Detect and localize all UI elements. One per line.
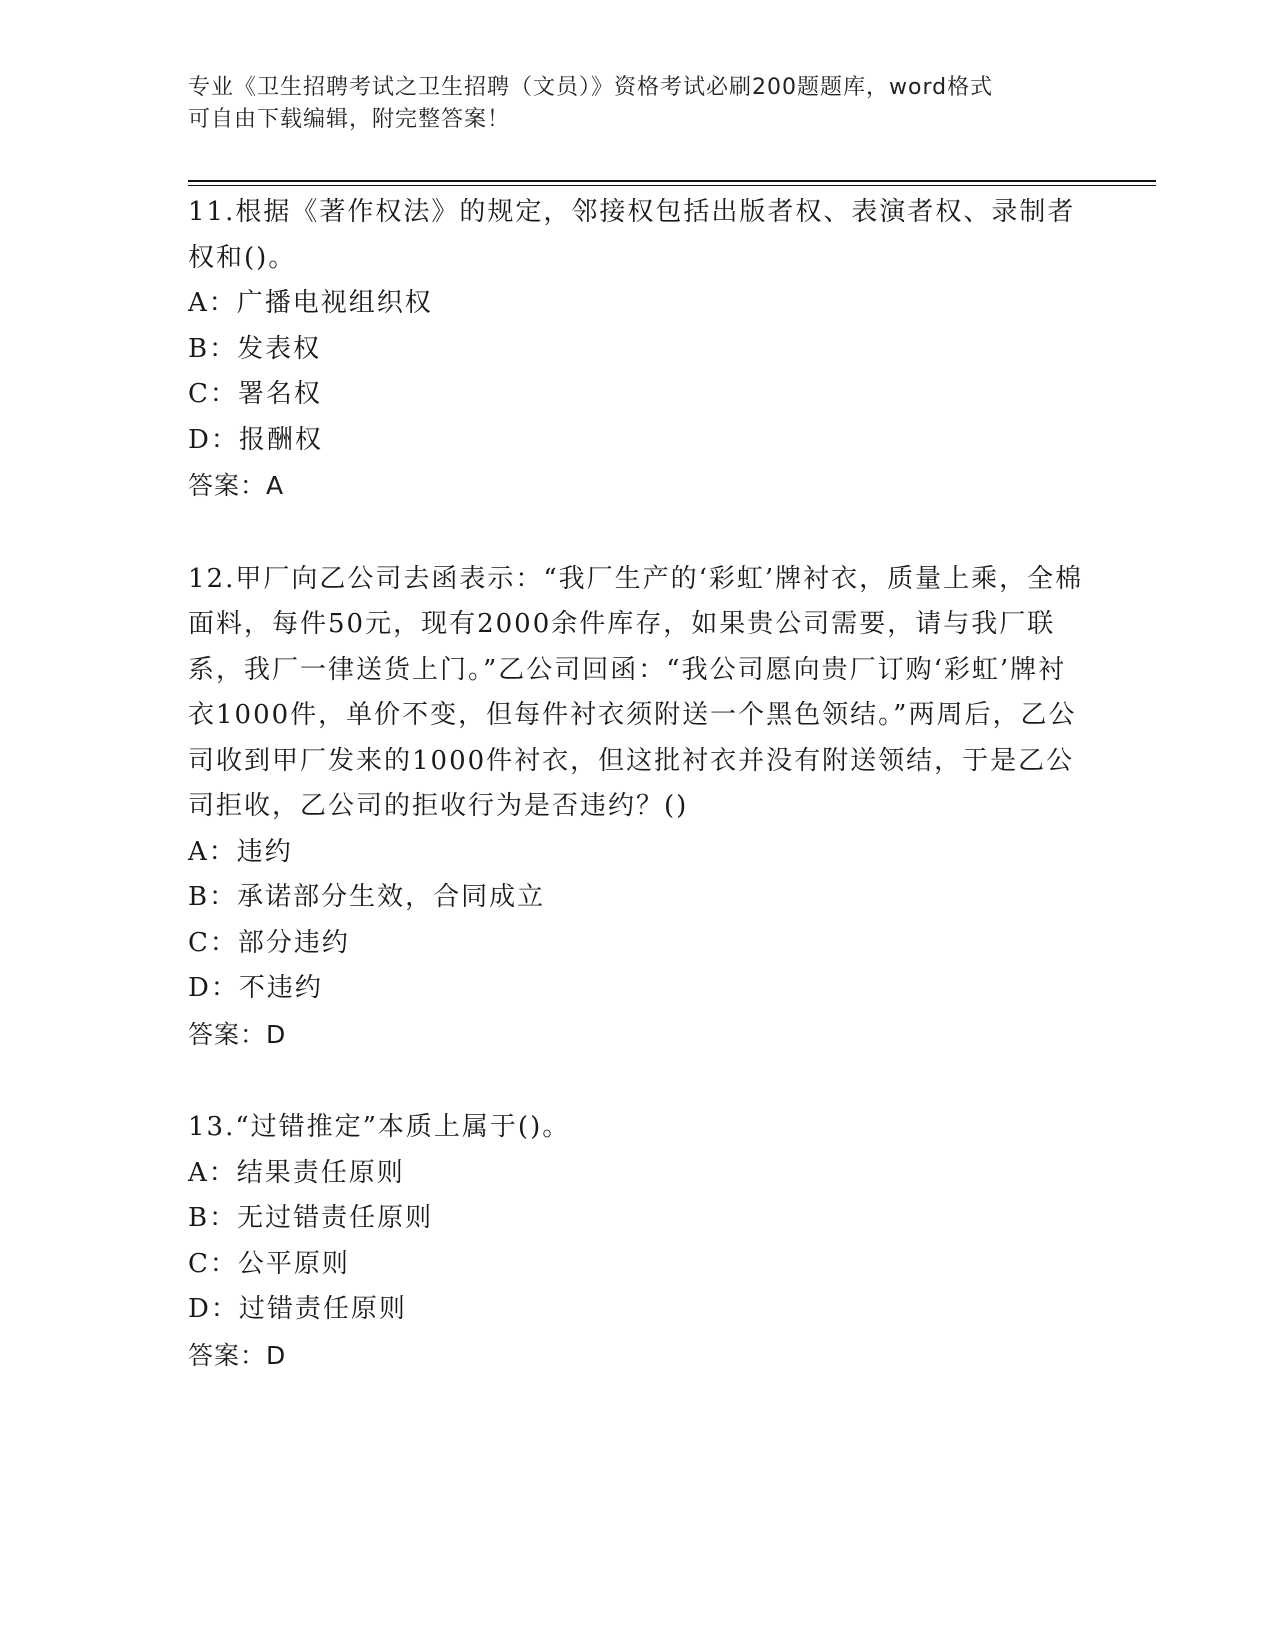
option-b: B：无过错责任原则 xyxy=(188,1203,434,1233)
option-c: C：公平原则 xyxy=(188,1248,350,1279)
option-d: D：过错责任原则 xyxy=(188,1294,407,1324)
question-list xyxy=(188,190,1088,1426)
header-divider-thin xyxy=(188,185,1156,186)
answer: 答案：A xyxy=(188,471,285,500)
option-a: A：结果责任原则 xyxy=(188,1157,405,1188)
question-stem: 13.“过错推定”本质上属于()。 xyxy=(188,1112,571,1142)
answer: 答案：D xyxy=(188,1019,287,1049)
option-b: B：承诺部分生效，合同成立 xyxy=(188,882,546,912)
question-stem: 12.甲厂向乙公司去函表示：“我厂生产的‘彩虹’牌衬衣，质量上乘，全棉面料，每件50元，现有2000余件库存，如果贵公司需要，请与我厂联系，我厂一律送货上门。”乙公司回函：“我公司愿向贵厂订购‘彩虹’牌衬衣1000件，单价不变，但每件衬衣须附送一个黑色领结。”两周后，乙公司收到甲厂发来的1000件衬衣，但这批衬衣并没有附送领结，于是乙公司拒收，乙公司的拒收行为是否违约？() xyxy=(188,563,1084,821)
option-d: D：不违约 xyxy=(188,973,323,1003)
header-divider-thick xyxy=(188,180,1156,182)
header-line-1: 专业《卫生招聘考试之卫生招聘（文员）》资格考试必刷200题题库，word格式 xyxy=(188,75,994,100)
option-a: A：广播电视组织权 xyxy=(188,288,433,318)
question-11 xyxy=(188,190,1088,509)
question-13 xyxy=(188,1105,1088,1378)
option-c: C：署名权 xyxy=(188,379,322,409)
answer: 答案：D xyxy=(188,1340,287,1370)
document-header xyxy=(188,72,1088,136)
question-12 xyxy=(188,557,1088,1058)
header-line-2: 可自由下载编辑，附完整答案！ xyxy=(188,107,511,132)
question-stem: 11.根据《著作权法》的规定，邻接权包括出版者权、表演者权、录制者权和()。 xyxy=(188,197,1076,273)
option-a: A：违约 xyxy=(188,836,293,867)
option-b: B：发表权 xyxy=(188,333,322,364)
option-c: C：部分违约 xyxy=(188,927,350,958)
option-d: D：报酬权 xyxy=(188,424,323,455)
